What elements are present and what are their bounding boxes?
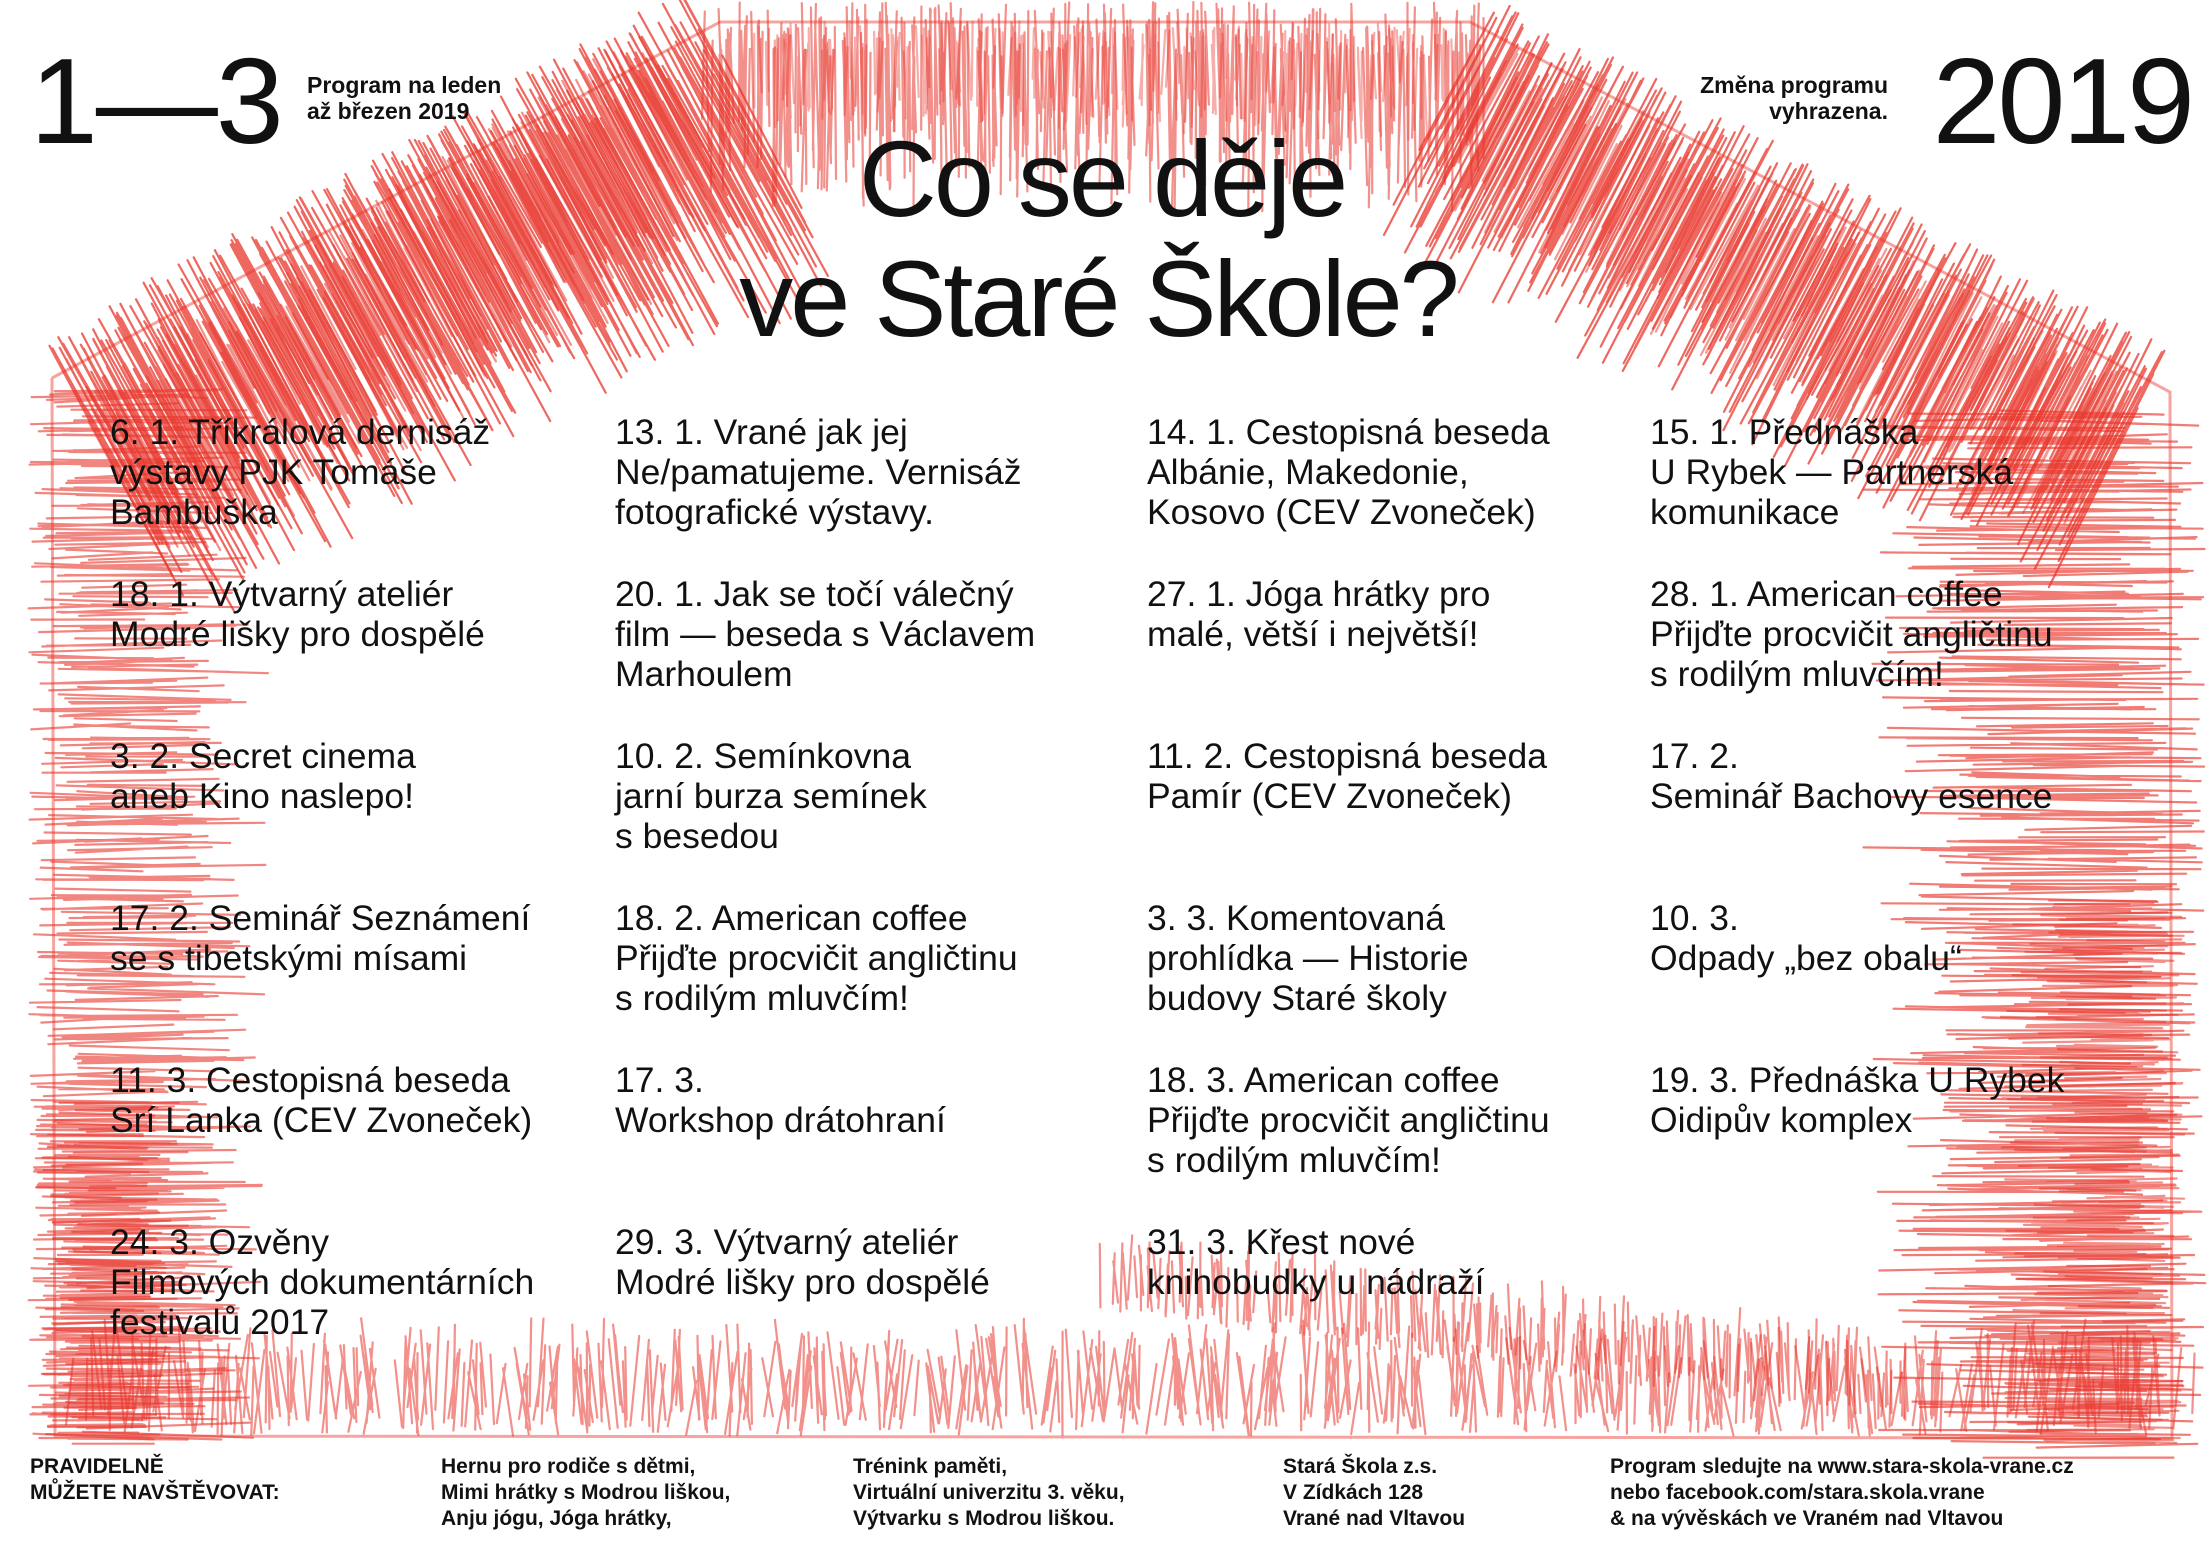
- event-line: 3. 2. Secret cinema: [110, 736, 416, 776]
- event-item: [1650, 736, 2170, 816]
- footer-regular-heading: [30, 1454, 280, 1506]
- event-item: [615, 1060, 1135, 1140]
- event-line: Marhoulem: [615, 654, 793, 694]
- event-item: [615, 736, 1135, 856]
- event-item: [615, 412, 1135, 532]
- footer-address: [1283, 1454, 1465, 1532]
- event-item: [110, 736, 630, 816]
- footer-line: Výtvarku s Modrou liškou.: [853, 1507, 1115, 1530]
- event-line: 17. 2.: [1650, 736, 1739, 776]
- event-line: Odpady „bez obalu“: [1650, 938, 1962, 978]
- event-line: prohlídka — Historie: [1147, 938, 1469, 978]
- change-line-2: vyhrazena.: [1769, 98, 1888, 124]
- event-line: 11. 3. Cestopisná beseda: [110, 1060, 510, 1100]
- event-line: 29. 3. Výtvarný ateliér: [615, 1222, 959, 1262]
- event-line: 13. 1. Vrané jak jej: [615, 412, 908, 452]
- event-line: film — beseda s Václavem: [615, 614, 1036, 654]
- event-line: s besedou: [615, 816, 779, 856]
- event-line: Bambuška: [110, 492, 278, 532]
- event-item: [1147, 574, 1667, 654]
- footer-line: Program sledujte na www.stara-skola-vrane.cz: [1610, 1455, 2074, 1478]
- footer-line: Mimi hrátky s Modrou liškou,: [441, 1481, 731, 1504]
- event-line: 11. 2. Cestopisná beseda: [1147, 736, 1547, 776]
- event-line: Modré lišky pro dospělé: [110, 614, 485, 654]
- event-line: 18. 3. American coffee: [1147, 1060, 1500, 1100]
- event-item: [615, 1222, 1135, 1302]
- event-line: U Rybek — Partnerská: [1650, 452, 2014, 492]
- footer-line: Stará Škola z.s.: [1283, 1455, 1438, 1478]
- event-line: jarní burza semínek: [615, 776, 927, 816]
- event-item: [1147, 736, 1667, 816]
- event-item: [615, 898, 1135, 1018]
- event-line: výstavy PJK Tomáše: [110, 452, 437, 492]
- event-line: Seminář Bachovy esence: [1650, 776, 2053, 816]
- event-line: komunikace: [1650, 492, 1840, 532]
- subtitle-line-1: Program na leden: [307, 72, 502, 98]
- subtitle-line-2: až březen 2019: [307, 98, 470, 124]
- event-line: 17. 3.: [615, 1060, 704, 1100]
- event-line: 17. 2. Seminář Seznámení: [110, 898, 531, 938]
- event-line: 28. 1. American coffee: [1650, 574, 2003, 614]
- event-line: Modré lišky pro dospělé: [615, 1262, 990, 1302]
- event-line: 24. 3. Ozvěny: [110, 1222, 330, 1262]
- event-line: se s tibetskými mísami: [110, 938, 468, 978]
- event-line: s rodilým mluvčím!: [1147, 1140, 1441, 1180]
- event-line: 15. 1. Přednáška: [1650, 412, 1919, 452]
- headline-line-2: ve Staré Škole?: [739, 238, 1457, 359]
- event-line: fotografické výstavy.: [615, 492, 934, 532]
- change-line-1: Změna programu: [1700, 72, 1888, 98]
- footer-line: Vrané nad Vltavou: [1283, 1507, 1466, 1530]
- event-line: Workshop drátohraní: [615, 1100, 946, 1140]
- event-line: Pamír (CEV Zvoneček): [1147, 776, 1512, 816]
- event-item: [1650, 412, 2170, 532]
- event-line: Přijďte procvičit angličtinu: [1147, 1100, 1550, 1140]
- event-item: [1147, 898, 1667, 1018]
- program-subtitle: [307, 72, 501, 124]
- event-line: Přijďte procvičit angličtinu: [1650, 614, 2053, 654]
- event-line: budovy Staré školy: [1147, 978, 1447, 1018]
- footer-regular-list-2: [853, 1454, 1125, 1532]
- event-line: 31. 3. Křest nové: [1147, 1222, 1416, 1262]
- event-item: [1650, 574, 2170, 694]
- event-line: 10. 2. Semínkovna: [615, 736, 912, 776]
- footer-line: & na vývěskách ve Vraném nad Vltavou: [1610, 1507, 2004, 1530]
- footer-line: V Zídkách 128: [1283, 1481, 1424, 1504]
- footer-line: MŮŽETE NAVŠTĚVOVAT:: [30, 1481, 280, 1504]
- event-item: [1147, 1060, 1667, 1180]
- event-item: [615, 574, 1135, 694]
- event-line: Filmových dokumentárních: [110, 1262, 535, 1302]
- event-item: [1650, 898, 2170, 978]
- event-item: [110, 574, 630, 654]
- event-line: 18. 1. Výtvarný ateliér: [110, 574, 454, 614]
- event-line: 20. 1. Jak se točí válečný: [615, 574, 1014, 614]
- month-range: 1—3: [30, 33, 282, 169]
- event-line: Albánie, Makedonie,: [1147, 452, 1469, 492]
- footer-line: nebo facebook.com/stara.skola.vrane: [1610, 1481, 1985, 1504]
- event-line: malé, větší i největší!: [1147, 614, 1479, 654]
- event-line: s rodilým mluvčím!: [1650, 654, 1944, 694]
- event-line: 6. 1. Tříkrálová dernisáž: [110, 412, 491, 452]
- event-item: [1650, 1060, 2170, 1140]
- event-item: [110, 1060, 630, 1140]
- footer-regular-list-1: [441, 1454, 730, 1532]
- event-line: Oidipův komplex: [1650, 1100, 1913, 1140]
- footer-line: Anju jógu, Jóga hrátky,: [441, 1507, 672, 1530]
- event-line: 14. 1. Cestopisná beseda: [1147, 412, 1550, 452]
- event-line: Ne/pamatujeme. Vernisáž: [615, 452, 1022, 492]
- event-line: knihobudky u nádraží: [1147, 1262, 1485, 1302]
- event-line: Kosovo (CEV Zvoneček): [1147, 492, 1536, 532]
- headline-line-1: Co se děje: [858, 118, 1346, 239]
- event-item: [1147, 412, 1667, 532]
- event-line: Srí Lanka (CEV Zvoneček): [110, 1100, 533, 1140]
- footer-line: Hernu pro rodiče s dětmi,: [441, 1455, 696, 1478]
- event-line: 27. 1. Jóga hrátky pro: [1147, 574, 1491, 614]
- event-line: 10. 3.: [1650, 898, 1739, 938]
- event-line: festivalů 2017: [110, 1302, 330, 1342]
- event-line: aneb Kino naslepo!: [110, 776, 414, 816]
- event-item: [110, 412, 630, 532]
- footer-links: [1610, 1454, 2074, 1532]
- footer-line: Virtuální univerzitu 3. věku,: [853, 1481, 1125, 1504]
- program-change-note: [1700, 72, 1888, 124]
- event-line: s rodilým mluvčím!: [615, 978, 909, 1018]
- event-line: 18. 2. American coffee: [615, 898, 968, 938]
- event-item: [110, 1222, 630, 1342]
- year: 2019: [1932, 33, 2192, 169]
- footer-line: PRAVIDELNĚ: [30, 1455, 164, 1478]
- event-line: Přijďte procvičit angličtinu: [615, 938, 1018, 978]
- footer-line: Trénink paměti,: [853, 1455, 1008, 1478]
- event-line: 19. 3. Přednáška U Rybek: [1650, 1060, 2065, 1100]
- event-line: 3. 3. Komentovaná: [1147, 898, 1446, 938]
- event-item: [110, 898, 630, 978]
- event-item: [1147, 1222, 1667, 1302]
